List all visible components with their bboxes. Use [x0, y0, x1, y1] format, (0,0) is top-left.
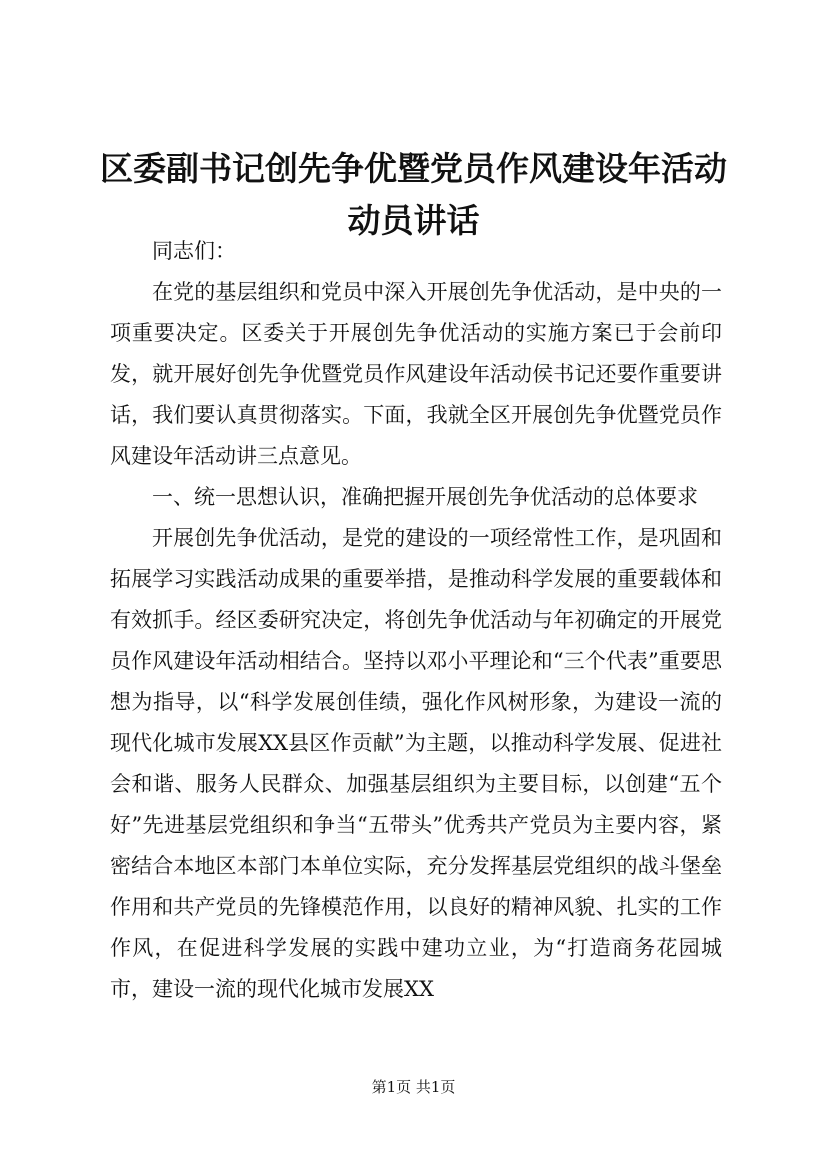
page-footer: 第1页 共1页	[371, 1078, 456, 1096]
section-heading-1: 一、统一思想认识，准确把握开展创先争优活动的总体要求	[152, 485, 698, 509]
paragraph-intro: 在党的基层组织和党员中深入开展创先争优活动，是中央的一项重要决定。区委关于开展创先争优活动的实施方案已于会前印发，就开展好创先争优暨党员作风建设年活动侯书记还要作重要讲话，我们要认真贯彻落实。下面，我就全区开展创先争优暨党员作风建设年活动讲三点意见。	[110, 280, 722, 468]
document-body	[110, 231, 722, 1010]
greeting: 同志们：	[152, 239, 236, 263]
paragraph-section-1: 开展创先争优活动，是党的建设的一项经常性工作，是巩固和拓展学习实践活动成果的重要举措，是推动科学发展的重要载体和有效抓手。经区委研究决定，将创先争优活动与年初确定的开展党员作风建设年活动相结合。坚持以邓小平理论和“三个代表”重要思想为指导，以“科学发展创佳绩，强化作风树形象，为建设一流的现代化城市发展XX县区作贡献”为主题，以推动科学发展、促进社会和谐、服务人民群众、加强基层组织为主要目标，以创建“五个好”先进基层党组织和争当“五带头”优秀共产党员为主要内容，紧密结合本地区本部门本单位实际，充分发挥基层党组织的战斗堡垒作用和共产党员的先锋模范作用，以良好的精神风貌、扎实的工作作风，在促进科学发展的实践中建功立业，为“打造商务花园城市，建设一流的现代化城市发展XX	[110, 526, 722, 1001]
document-title: 区委副书记创先争优暨党员作风建设年活动动员讲话	[100, 149, 727, 240]
